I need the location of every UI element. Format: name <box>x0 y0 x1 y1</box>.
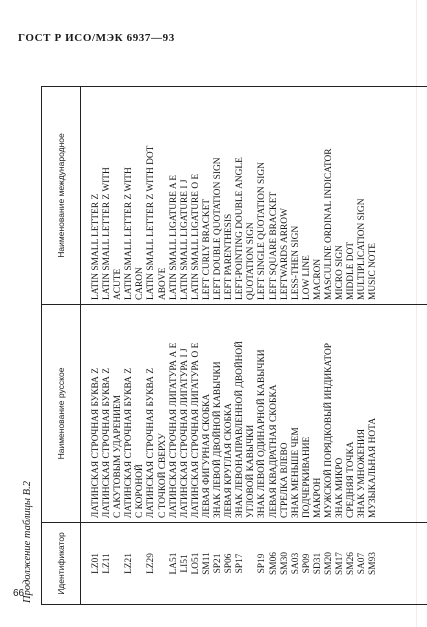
russian-name-line: С АКУТОВЫМ УДАРЕНИЕМ <box>113 395 124 518</box>
row-identifier: LA51 <box>169 523 180 605</box>
row-identifier: LO51 <box>191 523 202 605</box>
table-row <box>313 87 324 605</box>
international-name-line: LATIN SMALL LIGATURE A E <box>168 174 179 300</box>
row-international-name <box>81 87 103 305</box>
russian-name-line: ЛАТИНСКАЯ СТРОЧНАЯ БУКВА Z <box>102 368 113 518</box>
russian-name-line: ЛАТИНСКАЯ СТРОЧНАЯ ЛИГАТУРА I J <box>179 348 190 518</box>
international-name-line: MACRON <box>312 258 323 300</box>
row-identifier: SP19 <box>257 523 268 605</box>
russian-name-line: ЛАТИНСКАЯ СТРОЧНАЯ БУКВА Z <box>124 368 135 518</box>
row-russian-name <box>202 305 213 523</box>
row-russian-name <box>346 305 357 523</box>
russian-name-line: С ТОЧКОЙ СВЕРХУ <box>157 433 168 518</box>
row-identifier: SM17 <box>335 523 346 605</box>
russian-name-line: ЛЕВАЯ КРУГЛАЯ СКОБКА <box>224 403 235 518</box>
table-row <box>146 87 168 605</box>
russian-name-line: ЗНАК УМНОЖЕНИЯ <box>357 428 368 518</box>
row-international-name <box>102 87 124 305</box>
row-russian-name <box>302 305 313 523</box>
page-number: 66 <box>13 588 25 599</box>
table-row <box>102 87 124 605</box>
russian-name-line: МАКРОН <box>312 477 323 518</box>
table-row <box>291 87 302 605</box>
row-russian-name <box>313 305 324 523</box>
document-header: ГОСТ Р ИСО/МЭК 6937—93 <box>18 32 175 44</box>
international-name-line: ACUTE <box>113 268 124 300</box>
rotated-table-area <box>22 85 387 605</box>
column-header-identifier: Идентификатор <box>42 523 81 605</box>
row-international-name <box>146 87 168 305</box>
row-russian-name <box>191 305 202 523</box>
russian-name-line: МУЗЫКАЛЬНАЯ НОТА <box>368 417 379 518</box>
international-name-line: LEFT SINGLE QUOTATION SIGN <box>257 162 268 300</box>
russian-name-line: ЗНАК ЛЕВОЙ ДВОЙНОЙ КАВЫЧКИ <box>213 361 224 518</box>
row-identifier: SM26 <box>346 523 357 605</box>
row-international-name <box>257 87 268 305</box>
russian-name-line: ЗНАК МИКРО <box>335 457 346 518</box>
international-name-line: LEFT DOUBLE QUOTATION SIGN <box>213 157 224 300</box>
international-name-line: LATIN SMALL LETTER Z <box>91 193 101 300</box>
russian-name-line: СРЕДНЯЯ ТОЧКА <box>346 441 357 518</box>
row-identifier: LZ29 <box>146 523 168 605</box>
table-row <box>335 87 346 605</box>
international-name-line: MULTIPLICATION SIGN <box>357 198 368 300</box>
row-identifier: LI51 <box>180 523 191 605</box>
russian-name-line: СТРЕЛКА ВЛЕВО <box>279 442 290 518</box>
russian-name-line: ЗНАК МЕНЬШЕ ЧЕМ <box>290 427 301 518</box>
row-russian-name <box>280 305 291 523</box>
international-name-line: LEFT SQUARE BRACKET <box>268 191 279 300</box>
russian-name-line: ЗНАК ЛЕВОЙ ОДИНАРНОЙ КАВЫЧКИ <box>257 349 268 518</box>
international-name-line: MICRO SIGN <box>335 245 346 300</box>
row-international-name <box>224 87 235 305</box>
table-row <box>224 87 235 605</box>
row-russian-name <box>235 305 257 523</box>
row-identifier: LZ21 <box>124 523 146 605</box>
table-row <box>213 87 224 605</box>
row-russian-name <box>257 305 268 523</box>
russian-name-line: МУЖСКОЙ ПОРЯДКОВЫЙ ИНДИКАТОР <box>323 343 334 518</box>
column-header-russian-name: Наименование русское <box>42 305 81 523</box>
row-identifier: SP17 <box>235 523 257 605</box>
row-russian-name <box>324 305 335 523</box>
russian-name-line: ЛЕВАЯ ФИГУРНАЯ СКОБКА <box>201 393 212 518</box>
row-russian-name <box>102 305 124 523</box>
character-table <box>41 86 427 605</box>
row-identifier: SP09 <box>302 523 313 605</box>
table-row <box>257 87 268 605</box>
table-row <box>269 87 280 605</box>
row-russian-name <box>180 305 191 523</box>
table-row <box>324 87 335 605</box>
russian-name-line: ЛАТИНСКАЯ СТРОЧНАЯ ЛИГАТУРА А Е <box>168 342 179 518</box>
row-international-name <box>368 87 427 305</box>
russian-name-line: УГЛОВОЙ КАВЫЧКИ <box>246 424 257 518</box>
row-identifier: LZ11 <box>102 523 124 605</box>
row-international-name <box>346 87 357 305</box>
table-row <box>202 87 213 605</box>
international-name-line: LATIN SMALL LETTER Z WITH <box>124 167 135 300</box>
row-identifier: SA03 <box>291 523 302 605</box>
row-international-name <box>191 87 202 305</box>
international-name-line: LEFT-POINTING DOUBLE ANGLE <box>235 157 246 300</box>
row-identifier: SP06 <box>224 523 235 605</box>
international-name-line: LESS-THEN SIGN <box>290 225 301 300</box>
row-identifier: SA07 <box>357 523 368 605</box>
row-identifier: SM11 <box>202 523 213 605</box>
table-row <box>235 87 257 605</box>
table-row <box>169 87 180 605</box>
row-international-name <box>291 87 302 305</box>
row-russian-name <box>269 305 280 523</box>
russian-name-line: С КОРОНОЙ <box>135 464 146 518</box>
row-russian-name <box>146 305 168 523</box>
row-identifier: SP21 <box>213 523 224 605</box>
international-name-line: QUOTATION SIGN <box>246 222 257 300</box>
column-header-international-name: Наименование международное <box>42 87 81 305</box>
row-international-name <box>169 87 180 305</box>
row-russian-name <box>368 305 427 523</box>
table-caption: Продолжение таблицы В.2 <box>22 481 33 603</box>
row-international-name <box>313 87 324 305</box>
table-row <box>357 87 368 605</box>
international-name-line: LEFT PARENTHESIS <box>224 213 235 300</box>
international-name-line: MUSIC NOTE <box>368 242 379 300</box>
row-identifier: SD31 <box>313 523 324 605</box>
row-russian-name <box>335 305 346 523</box>
table-row <box>81 87 103 605</box>
row-international-name <box>202 87 213 305</box>
row-russian-name <box>124 305 146 523</box>
international-name-line: LATIN SMALL LETTER Z WITH <box>102 167 113 300</box>
international-name-line: LATIN SMALL LIGATURE I J <box>179 179 190 300</box>
international-name-line: CARON <box>135 267 146 300</box>
russian-name-line: ЛАТИНСКАЯ СТРОЧНАЯ БУКВА Z <box>146 368 157 518</box>
international-name-line: MASCULINE ORDINAL INDICATOR <box>323 148 334 300</box>
row-international-name <box>357 87 368 305</box>
russian-name-line: ЗНАК ЛЕВОНАПРАВЛЕННОЙ ДВОЙНОЙ <box>235 341 246 518</box>
row-international-name <box>269 87 280 305</box>
table-body <box>81 87 427 605</box>
row-international-name <box>280 87 291 305</box>
international-name-line: LEFTWARDS ARROW <box>279 208 290 300</box>
table-row <box>280 87 291 605</box>
row-international-name <box>335 87 346 305</box>
international-name-line: LATIN SMALL LIGATURE O E <box>190 173 201 300</box>
table-row <box>124 87 146 605</box>
russian-name-line: ЛЕВАЯ КВАДРАТНАЯ СКОБКА <box>268 384 279 518</box>
row-russian-name <box>169 305 180 523</box>
row-identifier: SM20 <box>324 523 335 605</box>
russian-name-line: ЛАТИНСКАЯ СТРОЧНАЯ БУКВА Z <box>91 368 101 518</box>
row-identifier: SM30 <box>280 523 291 605</box>
row-identifier: SM93 <box>368 523 427 605</box>
table-header-row <box>42 87 81 605</box>
international-name-line: MIDDLE DOT <box>346 241 357 300</box>
international-name-line: LATIN SMALL LETTER Z WITH DOT <box>146 145 157 300</box>
row-international-name <box>180 87 191 305</box>
row-international-name <box>213 87 224 305</box>
row-identifier: SM06 <box>269 523 280 605</box>
row-russian-name <box>224 305 235 523</box>
row-identifier: LZ01 <box>81 523 103 605</box>
international-name-line: ABOVE <box>157 267 168 300</box>
row-international-name <box>124 87 146 305</box>
russian-name-line: ПОДЧЕРКИВАНИЕ <box>301 436 312 518</box>
row-russian-name <box>357 305 368 523</box>
russian-name-line: ЛАТИНСКАЯ СТРОЧНАЯ ЛИГАТУРА О Е <box>190 342 201 518</box>
row-international-name <box>302 87 313 305</box>
international-name-line: LEFT CURLY BRACKET <box>201 198 212 300</box>
row-russian-name <box>81 305 103 523</box>
row-russian-name <box>291 305 302 523</box>
table-row <box>302 87 313 605</box>
row-international-name <box>324 87 335 305</box>
row-russian-name <box>213 305 224 523</box>
row-international-name <box>235 87 257 305</box>
international-name-line: LOW LINE <box>301 255 312 300</box>
table-row <box>180 87 191 605</box>
table-row <box>191 87 202 605</box>
table-row <box>368 87 427 605</box>
table-row <box>346 87 357 605</box>
